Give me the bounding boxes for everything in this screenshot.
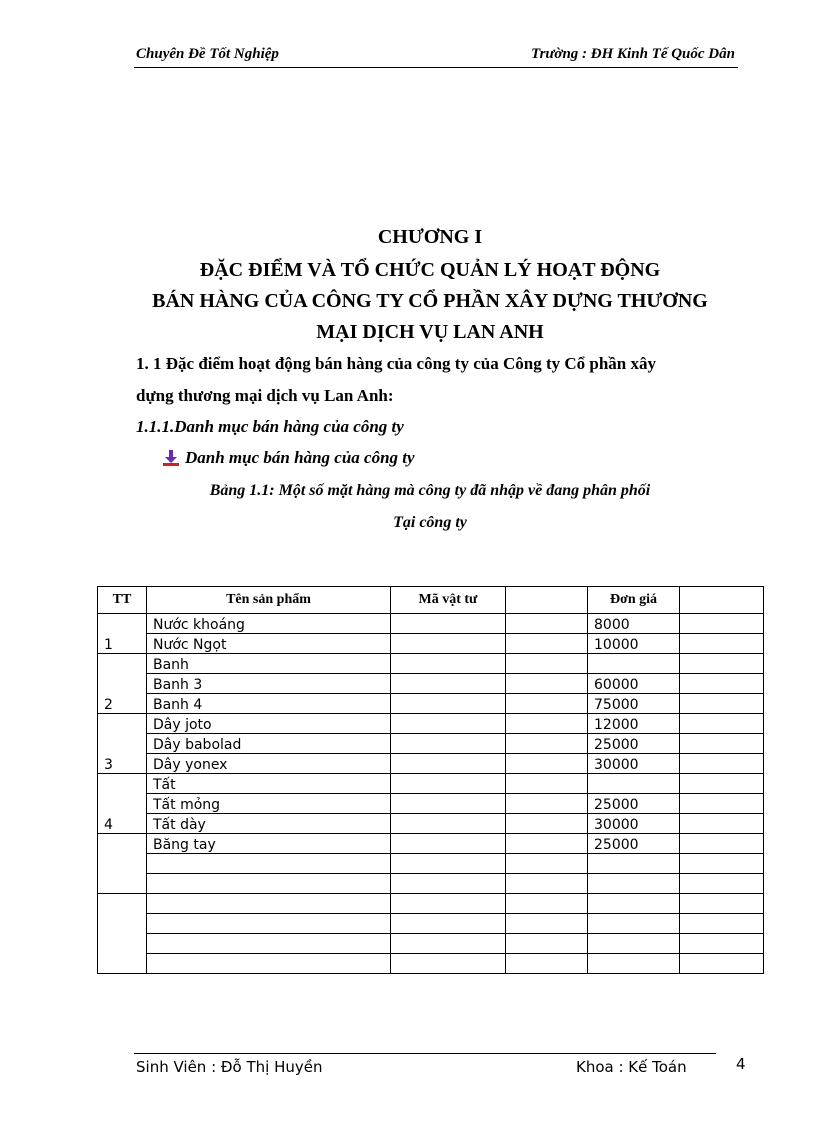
material-code-cell [391,874,506,894]
table-row [98,854,764,874]
col-header-tt: TT [98,587,147,614]
product-name-cell [147,914,391,934]
table-row [98,694,764,714]
blank-cell [506,794,588,814]
table-row [98,914,764,934]
blank-cell [506,754,588,774]
blank-cell [680,654,764,674]
chapter-label: CHƯƠNG I [377,226,483,248]
material-code-cell [391,914,506,934]
col-header-blank-2 [680,587,764,614]
row-number-cell [98,834,147,894]
product-name-cell: Banh [147,654,391,674]
material-code-cell [391,694,506,714]
unit-price-cell [588,914,680,934]
row-number-cell: 1 [98,614,147,654]
material-code-cell [391,954,506,974]
table-row [98,794,764,814]
blank-cell [506,934,588,954]
table-header-row [98,587,764,614]
material-code-cell [391,894,506,914]
footer-faculty: Khoa : Kế Toán [576,1058,687,1076]
product-name-cell: Banh 3 [147,674,391,694]
product-name-cell: Dây yonex [147,754,391,774]
unit-price-cell [588,874,680,894]
unit-price-cell: 30000 [588,754,680,774]
unit-price-cell: 25000 [588,794,680,814]
blank-cell [506,634,588,654]
blank-cell [506,954,588,974]
bullet-text: Danh mục bán hàng của công ty [185,448,415,467]
blank-cell [506,854,588,874]
product-name-cell [147,854,391,874]
unit-price-cell: 10000 [588,634,680,654]
blank-cell [506,774,588,794]
table-row [98,634,764,654]
unit-price-cell: 8000 [588,614,680,634]
table-row [98,834,764,854]
products-table [97,586,764,974]
unit-price-cell [588,854,680,874]
blank-cell [680,834,764,854]
material-code-cell [391,854,506,874]
product-name-cell [147,934,391,954]
row-number-cell: 2 [98,654,147,714]
bullet-line [162,448,415,468]
blank-cell [506,914,588,934]
product-name-cell: Nước Ngọt [147,634,391,654]
blank-cell [506,674,588,694]
product-name-cell: Nước khoáng [147,614,391,634]
table-row [98,734,764,754]
blank-cell [506,734,588,754]
blank-cell [680,934,764,954]
col-header-material-code: Mã vật tư [391,587,506,614]
blank-cell [680,614,764,634]
table-row [98,894,764,914]
blank-cell [680,634,764,654]
unit-price-cell: 30000 [588,814,680,834]
table-row [98,674,764,694]
blank-cell [680,854,764,874]
unit-price-cell [588,934,680,954]
blank-cell [680,674,764,694]
table-row [98,654,764,674]
blank-cell [506,714,588,734]
blank-cell [680,734,764,754]
unit-price-cell: 25000 [588,834,680,854]
table-row [98,934,764,954]
unit-price-cell: 12000 [588,714,680,734]
unit-price-cell: 25000 [588,734,680,754]
blank-cell [506,894,588,914]
footer-rule [134,1053,716,1054]
blank-cell [680,814,764,834]
blank-cell [506,834,588,854]
product-name-cell: Dây joto [147,714,391,734]
material-code-cell [391,674,506,694]
chapter-title-line-1: ĐẶC ĐIỂM VÀ TỔ CHỨC QUẢN LÝ HOẠT ĐỘNG [199,259,661,281]
product-name-cell: Băng tay [147,834,391,854]
table-row [98,954,764,974]
header-left: Chuyên Đề Tốt Nghiệp [136,46,279,62]
blank-cell [506,654,588,674]
material-code-cell [391,794,506,814]
blank-cell [506,874,588,894]
blank-cell [680,774,764,794]
section-heading-line-2: dựng thương mại dịch vụ Lan Anh: [136,386,394,405]
material-code-cell [391,754,506,774]
blank-cell [680,754,764,774]
blank-cell [506,694,588,714]
material-code-cell [391,934,506,954]
row-number-cell [98,894,147,974]
material-code-cell [391,654,506,674]
blank-cell [680,714,764,734]
blank-cell [680,694,764,714]
unit-price-cell: 75000 [588,694,680,714]
unit-price-cell [588,954,680,974]
page-number: 4 [736,1055,746,1073]
material-code-cell [391,614,506,634]
unit-price-cell [588,654,680,674]
subsection-heading: 1.1.1.Danh mục bán hàng của công ty [136,417,404,436]
col-header-product-name: Tên sản phẩm [147,587,391,614]
blank-cell [680,794,764,814]
blank-cell [506,814,588,834]
table-row [98,874,764,894]
blank-cell [680,914,764,934]
blank-cell [506,614,588,634]
product-name-cell: Tất dày [147,814,391,834]
material-code-cell [391,814,506,834]
section-heading-line-1: 1. 1 Đặc điểm hoạt động bán hàng của công ty của Công ty Cổ phần xây [136,354,656,373]
material-code-cell [391,774,506,794]
table-row [98,754,764,774]
col-header-blank-1 [506,587,588,614]
material-code-cell [391,734,506,754]
header-rule [134,67,738,68]
blank-cell [680,954,764,974]
material-code-cell [391,834,506,854]
chapter-title-line-3: MẠI DỊCH VỤ LAN ANH [316,321,544,343]
product-name-cell: Tất mỏng [147,794,391,814]
unit-price-cell [588,894,680,914]
chapter-title-line-2: BÁN HÀNG CỦA CÔNG TY CỔ PHẦN XÂY DỰNG THƯƠNG [152,290,708,312]
product-name-cell [147,874,391,894]
table-row [98,814,764,834]
product-name-cell [147,894,391,914]
material-code-cell [391,634,506,654]
blank-cell [680,894,764,914]
table-row [98,774,764,794]
row-number-cell: 4 [98,774,147,834]
row-number-cell: 3 [98,714,147,774]
table-row [98,714,764,734]
footer-student: Sinh Viên : Đỗ Thị Huyền [136,1058,323,1076]
header-right: Trường : ĐH Kinh Tế Quốc Dân [530,46,735,62]
product-name-cell [147,954,391,974]
table-caption-line-2: Tại công ty [393,514,467,531]
col-header-unit-price: Đơn giá [588,587,680,614]
bullet-arrow-icon [162,449,180,467]
material-code-cell [391,714,506,734]
table-caption-line-1: Bảng 1.1: Một số mặt hàng mà công ty đã nhập về đang phân phối [209,482,651,499]
product-name-cell: Tất [147,774,391,794]
table-row [98,614,764,634]
unit-price-cell: 60000 [588,674,680,694]
product-name-cell: Banh 4 [147,694,391,714]
blank-cell [680,874,764,894]
unit-price-cell [588,774,680,794]
product-name-cell: Dây babolad [147,734,391,754]
